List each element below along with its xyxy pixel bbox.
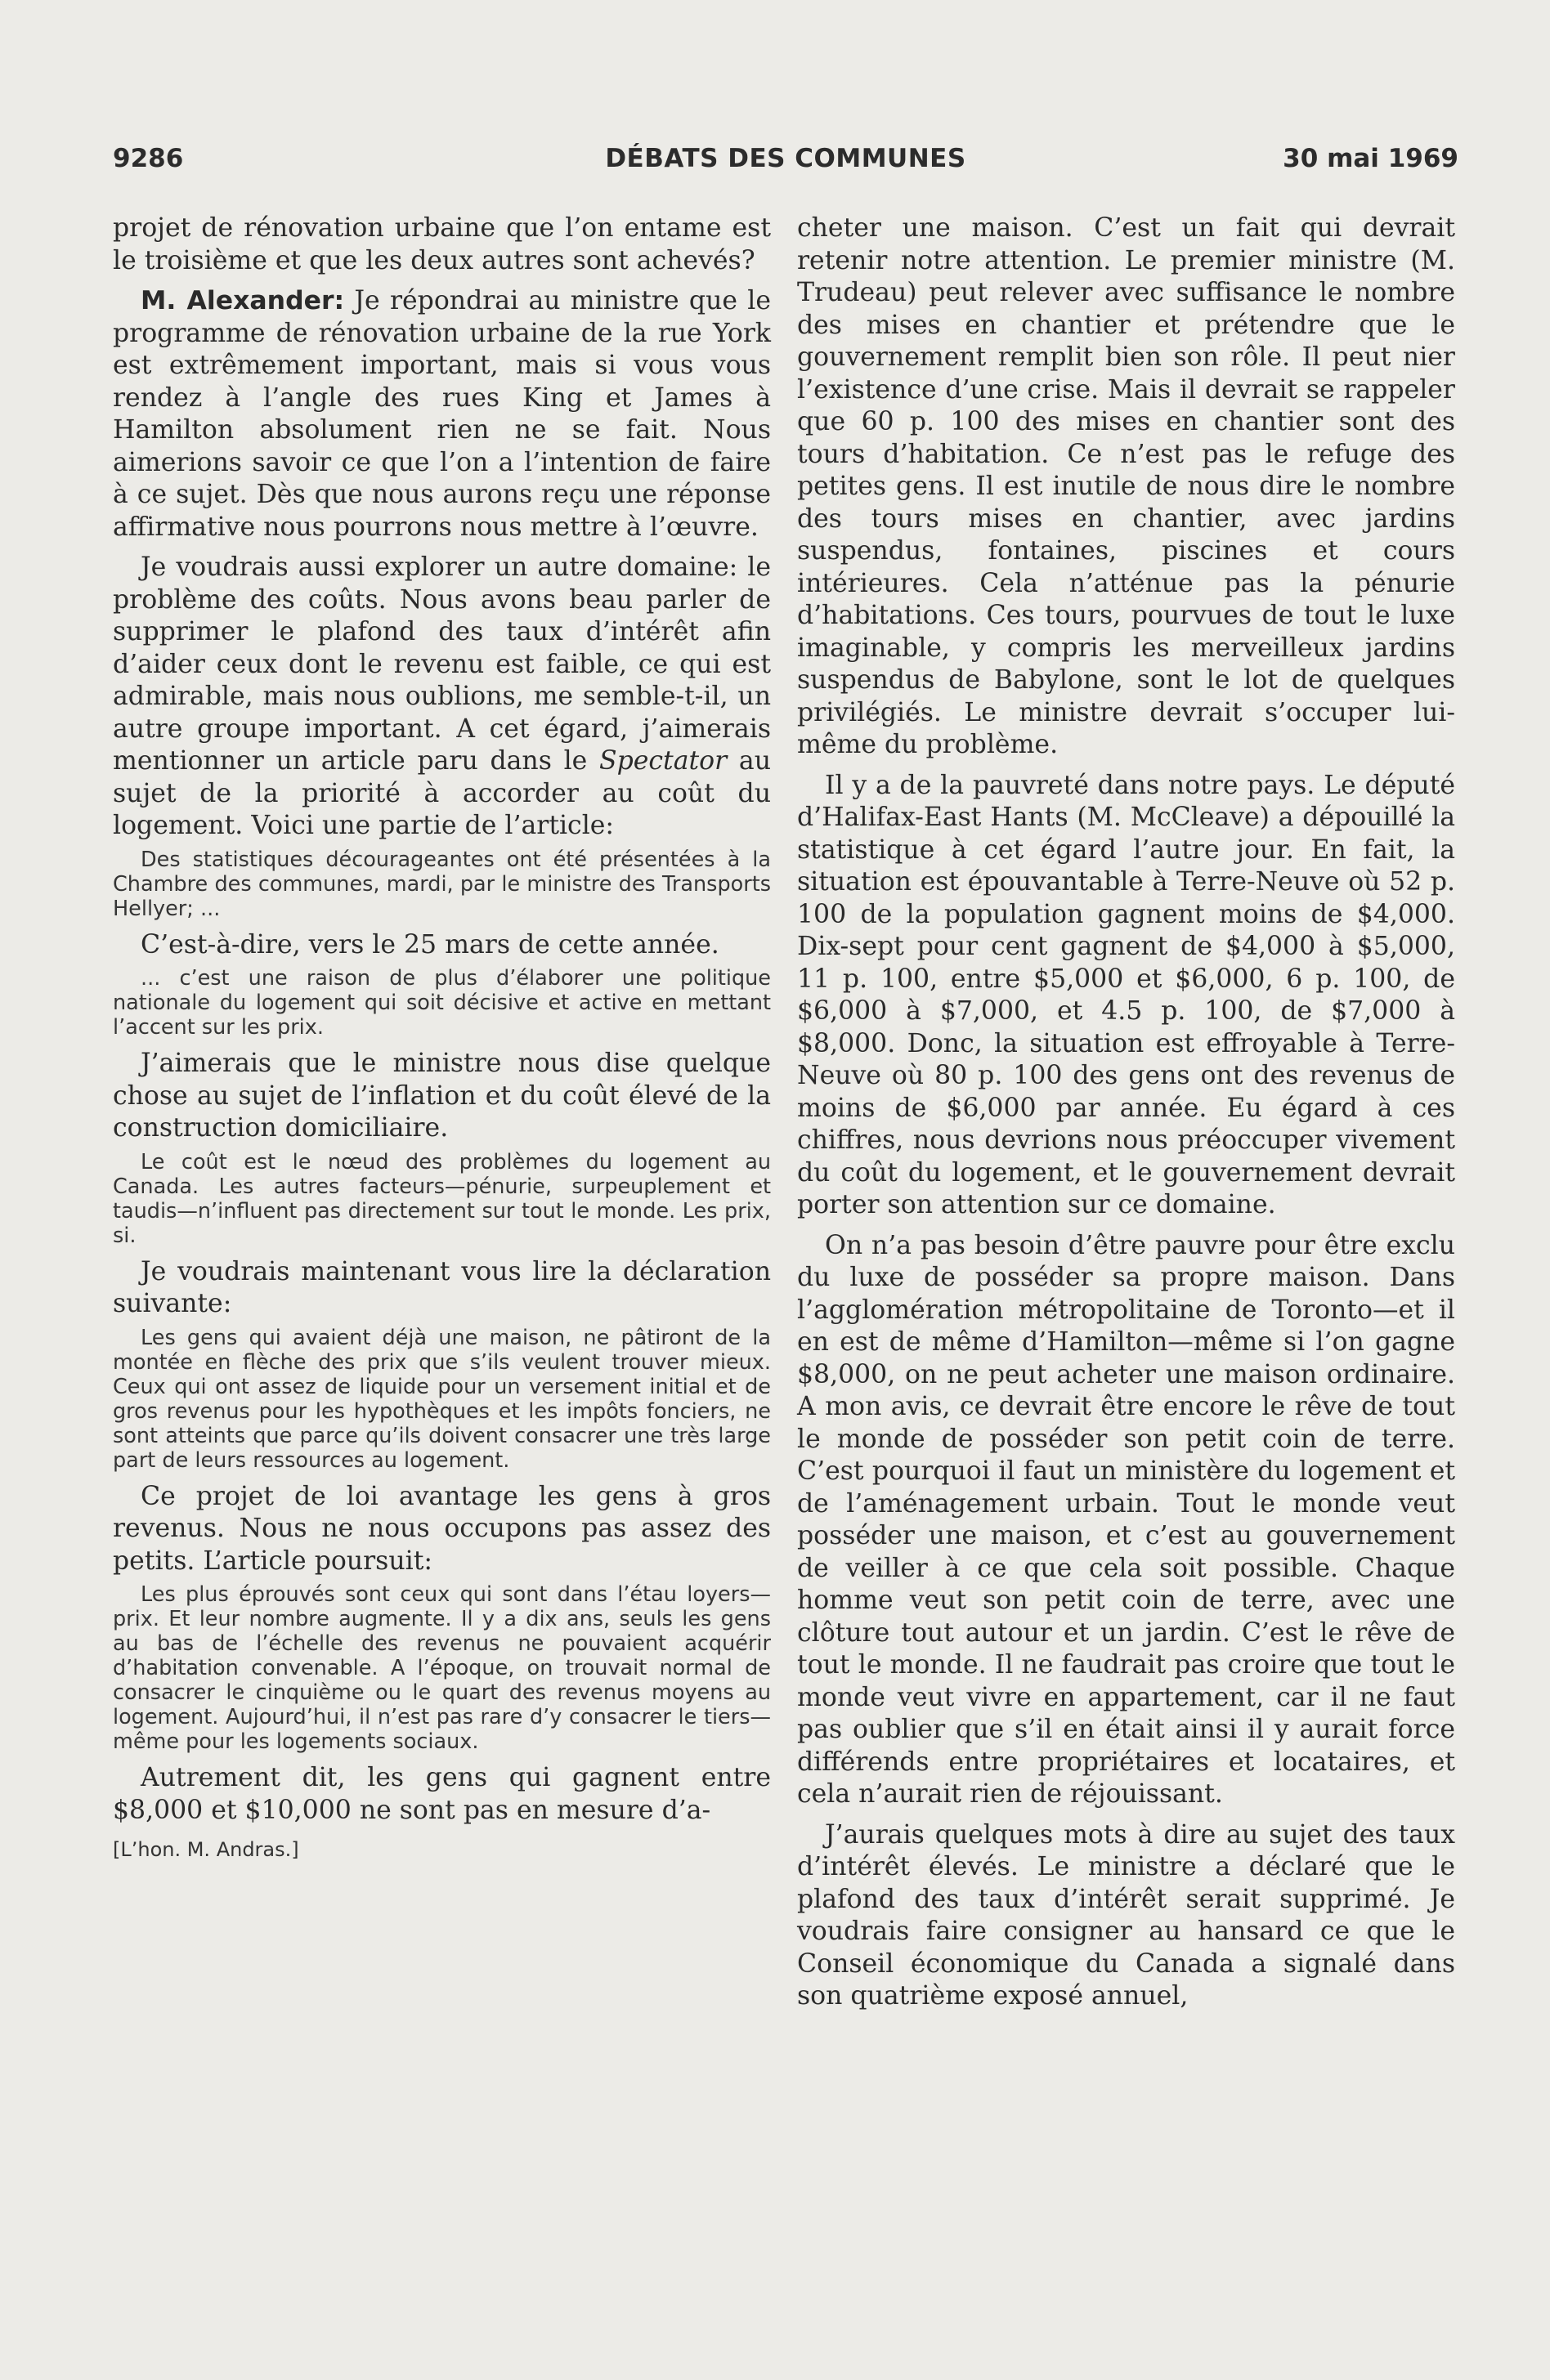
paragraph: cheter une maison. C’est un fait qui devrait retenir notre attention. Le premier ministre (M. Trudeau) peut relever avec suffisance le nombre des mises en chantier et prétendre que le gouvernement remplit bien son rôle. Il peut nier l’existence d’une crise. Mais il devrait se rappeler que 60 p. 100 des mises en chantier sont des tours d’habitation. Ce n’est pas le refuge des petites gens. Il est inutile de nous dire le nombre des tours mises en chantier, avec jardins suspendus, fontaines, piscines et cours intérieures. Cela n’atténue pas la pénurie d’habitations. Ces tours, pourvues de tout le luxe imaginable, y compris les merveilleux jardins suspendus de Babylone, sont le lot de quelques privilégiés. Le ministre devrait s’occuper lui-même du problème. <box>797 213 1455 759</box>
publication-title: DÉBATS DES COMMUNES <box>605 144 966 173</box>
speaker-name: M. Alexander: <box>141 286 345 315</box>
page-number: 9286 <box>113 144 184 173</box>
right-column <box>797 212 1455 2013</box>
paragraph <box>113 552 771 843</box>
quotation: Le coût est le nœud des problèmes du logement au Canada. Les autres facteurs—pénurie, surpeuplement et taudis—n’influent pas directement sur tout le monde. Les prix, si. <box>113 1149 771 1248</box>
speaker-footer: [L’hon. M. Andras.] <box>113 1838 299 1861</box>
text-span: Je voudrais aussi explorer un autre domaine: le problème des coûts. Nous avons beau parler de supprimer le plafond des taux d’intérêt afin d’aider ceux dont le revenu est faible, ce qui est admirable, mais nous oublions, me semble-t-il, un autre groupe important. A cet égard, j’aimerais mentionner un article paru dans le <box>113 552 771 776</box>
page-header <box>113 144 1458 185</box>
speech-text: Je répondrai au ministre que le programme de rénovation urbaine de la rue York est extrêmement important, mais si vous vous rendez à l’angle des rues King et James à Hamilton absolument rien ne se fait. Nous aimerions savoir ce que l’on a l’intention de faire à ce sujet. Dès que nous aurons reçu une réponse affirmative nous pourrons nous mettre à l’œuvre. <box>113 286 771 542</box>
quotation: Les gens qui avaient déjà une maison, ne pâtiront de la montée en flèche des prix que s’ils veulent trouver mieux. Ceux qui ont assez de liquide pour un versement initial et de gros revenus pour les hypothèques et les impôts fonciers, ne sont atteints que parce qu’ils doivent consacrer une très large part de leurs ressources au logement. <box>113 1325 771 1473</box>
publication-name: Spectator <box>599 746 728 776</box>
paragraph: Ce projet de loi avantage les gens à gros revenus. Nous ne nous occupons pas assez des petits. L’article poursuit: <box>113 1481 771 1576</box>
text-span: au sujet de la priorité à accorder au coût du logement. Voici une partie de l’article: <box>113 746 771 840</box>
page-date: 30 mai 1969 <box>1283 144 1458 173</box>
quotation: Des statistiques décourageantes ont été présentées à la Chambre des communes, mardi, par le ministre des Transports Hellyer; ... <box>113 847 771 921</box>
paragraph: Il y a de la pauvreté dans notre pays. Le député d’Halifax-East Hants (M. McCleave) a dépouillé la statistique à cet égard l’autre jour. En fait, la situation est épouvantable à Terre-Neuve où 52 p. 100 de la population gagnent moins de $4,000. Dix-sept pour cent gagnent de $4,000 à $5,000, 11 p. 100, entre $5,000 et $6,000, 6 p. 100, de $6,000 à $7,000, et 4.5 p. 100, de $7,000 à $8,000. Donc, la situation est effroyable à Terre-Neuve où 80 p. 100 des gens ont des revenus de moins de $6,000 par année. Eu égard à ces chiffres, nous devrions nous préoccuper vivement du coût du logement, et le gouvernement devrait porter son attention sur ce domaine. <box>797 770 1455 1219</box>
paragraph-speech <box>113 285 771 544</box>
paragraph: On n’a pas besoin d’être pauvre pour être exclu du luxe de posséder sa propre maison. Dans l’agglomération métropolitaine de Toronto—et il en est de même d’Hamilton—même si l’on gagne $8,000, on ne peut acheter une maison ordinaire. A mon avis, ce devrait être encore le rêve de tout le monde de posséder son petit coin de terre. C’est pourquoi il faut un ministère du logement et de l’aménagement urbain. Tout le monde veut posséder une maison, et c’est au gouvernement de veiller à ce que cela soit possible. Chaque homme veut son petit coin de terre, avec une clôture tout autour et un jardin. C’est le rêve de tout le monde. Il ne faudrait pas croire que tout le monde veut vivre en appartement, car il ne faut pas oublier que s’il en était ainsi il y aurait force différends entre propriétaires et locataires, et cela n’aurait rien de réjouissant. <box>797 1230 1455 1809</box>
quotation: Les plus éprouvés sont ceux qui sont dans l’étau loyers—prix. Et leur nombre augmente. Il y a dix ans, seuls les gens au bas de l’échelle des revenus ne pouvaient acquérir d’habitation convenable. A l’époque, on trouvait normal de consacrer le cinquième ou le quart des revenus moyens au logement. Aujourd’hui, il n’est pas rare d’y consacrer le tiers—même pour les logements sociaux. <box>113 1582 771 1754</box>
paragraph: projet de rénovation urbaine que l’on entame est le troisième et que les deux autres sont achevés? <box>113 213 771 275</box>
left-column <box>113 212 771 1861</box>
paragraph: Je voudrais maintenant vous lire la déclaration suivante: <box>113 1256 771 1318</box>
quotation: ... c’est une raison de plus d’élaborer une politique nationale du logement qui soit décisive et active en mettant l’accent sur les prix. <box>113 966 771 1040</box>
paragraph: Autrement dit, les gens qui gagnent entre $8,000 et $10,000 ne sont pas en mesure d’a- <box>113 1763 771 1825</box>
paragraph: J’aurais quelques mots à dire au sujet des taux d’intérêt élevés. Le ministre a déclaré que le plafond des taux d’intérêt serait supprimé. Je voudrais faire consigner au hansard ce que le Conseil économique du Canada a signalé dans son quatrième exposé annuel, <box>797 1819 1455 2011</box>
paragraph: C’est-à-dire, vers le 25 mars de cette année. <box>141 929 719 960</box>
paragraph: J’aimerais que le ministre nous dise quelque chose au sujet de l’inflation et du coût élevé de la construction domiciliaire. <box>113 1049 771 1143</box>
